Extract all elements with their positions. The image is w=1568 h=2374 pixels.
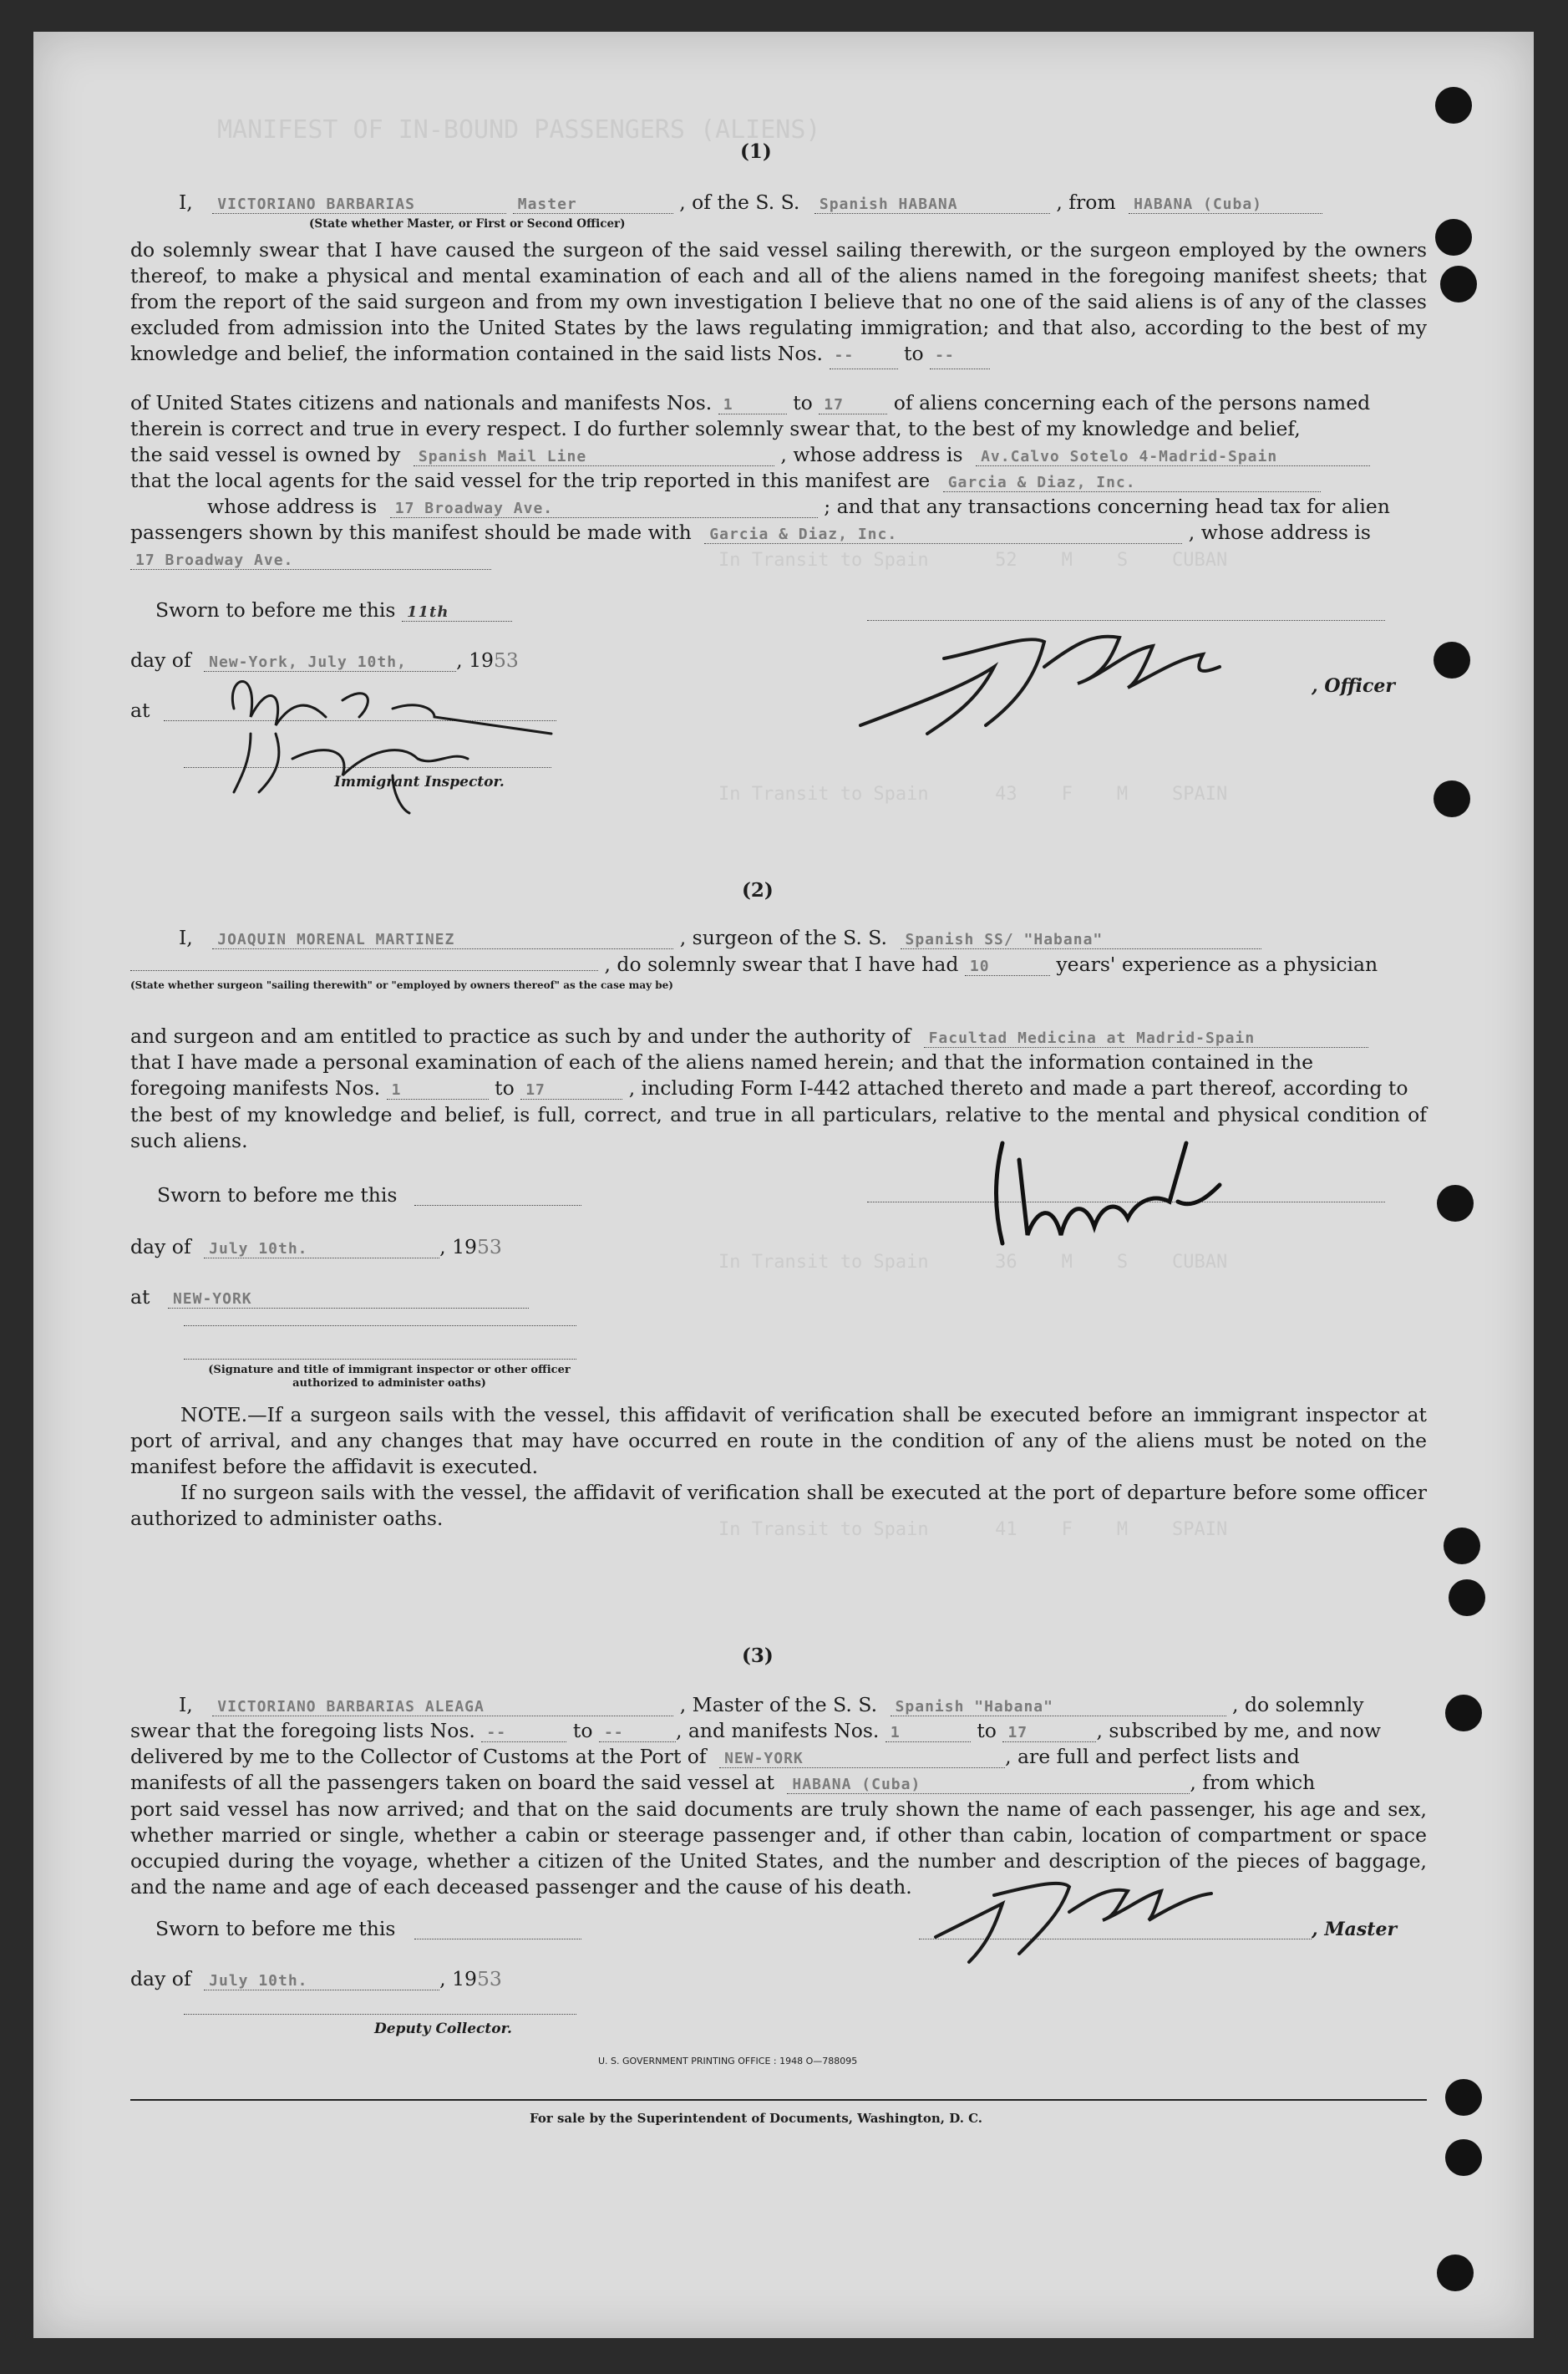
and-manifests-text: , and manifests Nos. bbox=[675, 1719, 880, 1742]
master-line bbox=[179, 191, 1322, 214]
punch-hole bbox=[1437, 1185, 1474, 1222]
years-text: years' experience as a physician bbox=[1056, 953, 1378, 976]
manifest-from: 1 bbox=[387, 1081, 489, 1100]
delivered-line bbox=[130, 1745, 1300, 1768]
owner-address: Av.Calvo Sotelo 4-Madrid-Spain bbox=[976, 448, 1370, 466]
passengers-text: passengers shown by this manifest should be made with bbox=[130, 521, 692, 544]
sworn-fill-line bbox=[414, 1205, 581, 1206]
officer-caption: , Officer bbox=[1312, 675, 1396, 697]
punch-hole bbox=[1434, 780, 1470, 817]
master-caption: , Master bbox=[1312, 1919, 1398, 1940]
owner-name: Spanish Mail Line bbox=[414, 448, 774, 466]
vessel-name: Spanish HABANA bbox=[814, 196, 1050, 214]
solemnly-text: , do solemnly bbox=[1232, 1693, 1364, 1716]
punch-hole bbox=[1444, 1528, 1480, 1564]
year-suffix: 53 bbox=[493, 648, 519, 672]
sworn-day: 11th bbox=[402, 603, 512, 622]
rank-caption: (State whether Master, or First or Second Officer) bbox=[309, 217, 626, 231]
agent-address-2: 17 Broadway Ave. bbox=[130, 552, 491, 570]
to-label: to bbox=[495, 1076, 515, 1100]
swear-lists-text: swear that the foregoing lists Nos. bbox=[130, 1719, 475, 1742]
punch-hole bbox=[1434, 642, 1470, 679]
sworn-text: Sworn to before me this bbox=[155, 1917, 396, 1940]
from-which-text: , from which bbox=[1190, 1771, 1316, 1794]
of-aliens-text: of aliens concerning each of the persons named bbox=[893, 391, 1371, 414]
lists-to: -- bbox=[599, 1724, 676, 1742]
punch-hole bbox=[1445, 1695, 1482, 1731]
day-of-text: day of bbox=[130, 1235, 191, 1258]
agent-address-line bbox=[130, 495, 1390, 518]
agent-address2-line bbox=[130, 546, 491, 570]
at-line bbox=[130, 699, 150, 722]
master-paragraph-text: port said vessel has now arrived; and that on the said documents are truly shown the name of each passenger, his age and sex, whether married or single, whether a cabin or steerage passenger and, if other than cabin, location of compartment or space occupied during the voyage, whether a citizen of the United States, and the number and description of the pieces of baggage, and the name and age of each deceased passenger and the cause of his death. bbox=[130, 1797, 1427, 1899]
manifest-to: 17 bbox=[1002, 1724, 1096, 1742]
surgeon-vessel: Spanish SS/ "Habana" bbox=[901, 931, 1261, 949]
agents-text: that the local agents for the said vessel for the trip reported in this manifest are bbox=[130, 469, 931, 492]
master-signature bbox=[919, 1845, 1270, 1982]
examination-text: that I have made a personal examination of each of the aliens named herein; and that the information contained in the bbox=[130, 1050, 1313, 1074]
surgeon-signature bbox=[969, 1110, 1236, 1280]
oath-date: New-York, July 10th, bbox=[204, 653, 456, 672]
note2-paragraph bbox=[130, 1480, 1427, 1532]
day-of-text: day of bbox=[130, 1967, 191, 1990]
master-name: VICTORIANO BARBARIAS bbox=[212, 196, 506, 214]
agent-address: 17 Broadway Ave. bbox=[390, 500, 818, 518]
sworn-text: Sworn to before me this bbox=[157, 1183, 398, 1207]
inspector-signature bbox=[200, 650, 551, 821]
to-label: to bbox=[793, 391, 813, 414]
bleed-through-texture: In Transit to Spain 41 F M SPAIN bbox=[718, 1519, 1228, 1540]
oath-text: do solemnly swear that I have caused the surgeon of the said vessel sailing therewith, or the surgeon employed by the owners thereof, to make a physical and mental examination of each and all of the aliens named in the foregoing manifest sheets; that from the report of the said surgeon and from my own investigation I believe that no one of the said aliens is of any of the classes excluded from admission into the United States by the laws regulating immigration; and that also, according to the best of my knowledge and belief, the information contained in the said lists Nos. bbox=[130, 238, 1427, 365]
note-paragraph bbox=[130, 1402, 1427, 1480]
owner-line bbox=[130, 443, 1370, 466]
master-name: VICTORIANO BARBARIAS ALEAGA bbox=[212, 1698, 673, 1716]
manifest-to: 17 bbox=[520, 1081, 622, 1100]
inspector-line bbox=[184, 1325, 576, 1326]
foregoing-text: foregoing manifests Nos. bbox=[130, 1076, 381, 1100]
oath-place: NEW-YORK bbox=[168, 1290, 529, 1309]
sworn-line bbox=[155, 1917, 396, 1940]
inspector-line bbox=[184, 1359, 576, 1360]
whose-address-label: , whose address is bbox=[780, 443, 963, 466]
authority-text: and surgeon and am entitled to practice as such by and under the authority of bbox=[130, 1024, 911, 1048]
master-of-text: , Master of the S. S. bbox=[679, 1693, 878, 1716]
lists-line bbox=[130, 1719, 1381, 1742]
sworn-text: Sworn to before me this bbox=[155, 598, 396, 622]
faculty: Facultad Medicina at Madrid-Spain bbox=[924, 1029, 1368, 1048]
bleed-through-texture: In Transit to Spain 36 M S CUBAN bbox=[718, 1252, 1228, 1273]
port-from: HABANA (Cuba) bbox=[1129, 196, 1322, 214]
agents-name: Garcia & Diaz, Inc. bbox=[943, 474, 1321, 492]
surgeon-status-fill bbox=[130, 969, 598, 971]
citizens-text: of United States citizens and nationals and manifests Nos. bbox=[130, 391, 713, 414]
at-text: at bbox=[130, 1285, 150, 1309]
experience-line bbox=[130, 953, 1378, 976]
for-sale-notice: For sale by the Superintendent of Documents, Washington, D. C. bbox=[530, 2111, 983, 2126]
of-ss-label: , of the S. S. bbox=[679, 191, 800, 214]
day-of-line bbox=[130, 1967, 502, 1990]
to-label: to bbox=[977, 1719, 997, 1742]
gpo-imprint: U. S. GOVERNMENT PRINTING OFFICE : 1948 O—788095 bbox=[598, 2056, 858, 2066]
bleed-through-texture: MANIFEST OF IN-BOUND PASSENGERS (ALIENS) bbox=[217, 115, 821, 145]
punch-hole bbox=[1449, 1579, 1485, 1616]
lists-to: -- bbox=[930, 343, 990, 369]
foregoing-line bbox=[130, 1076, 1408, 1100]
manifest-from: 1 bbox=[885, 1724, 971, 1742]
note-label: NOTE. bbox=[180, 1403, 248, 1426]
footer-rule bbox=[130, 2099, 1427, 2101]
i-label: I, bbox=[179, 1693, 193, 1716]
years-experience: 10 bbox=[965, 958, 1050, 976]
head-tax-text: ; and that any transactions concerning head tax for alien bbox=[824, 495, 1390, 518]
therein-text: therein is correct and true in every respect. I do further solemnly swear that, to the best of my knowledge and belief, bbox=[130, 417, 1301, 440]
port-of-arrival: NEW-YORK bbox=[719, 1750, 1005, 1768]
head-tax-agent: Garcia & Diaz, Inc. bbox=[704, 526, 1182, 544]
deputy-caption: Deputy Collector. bbox=[374, 2021, 512, 2037]
to-label: to bbox=[572, 1719, 593, 1742]
citizens-line bbox=[130, 391, 1370, 414]
therein-line bbox=[130, 417, 1301, 440]
bleed-through-texture: In Transit to Spain 43 F M SPAIN bbox=[718, 784, 1228, 805]
delivered-text: delivered by me to the Collector of Customs at the Port of bbox=[130, 1745, 707, 1768]
manifest-from: 1 bbox=[718, 396, 787, 414]
i-label: I, bbox=[179, 191, 193, 214]
i-label: I, bbox=[179, 926, 193, 949]
authority-line bbox=[130, 1024, 1368, 1048]
whose-address-label: , whose address is bbox=[1188, 521, 1371, 544]
oath-date: July 10th. bbox=[204, 1972, 439, 1990]
oath-date: July 10th. bbox=[204, 1240, 439, 1258]
signature-caption bbox=[197, 1364, 581, 1390]
passengers-line bbox=[130, 521, 1371, 544]
manifest-verification-page bbox=[33, 32, 1534, 2338]
manifests-line bbox=[130, 1771, 1315, 1794]
surgeon-rest-text: the best of my knowledge and belief, is full, correct, and true in all particulars, relative to the mental and physical condition of such aliens. bbox=[130, 1103, 1427, 1152]
surgeon-name: JOAQUIN MORENAL MARTINEZ bbox=[212, 931, 673, 949]
punch-hole bbox=[1437, 2255, 1474, 2291]
from-label: , from bbox=[1056, 191, 1116, 214]
day-of-line bbox=[130, 1235, 502, 1258]
swear-text: , do solemnly swear that I have had bbox=[604, 953, 959, 976]
signature-caption-text: (Signature and title of immigrant inspector or other officer authorized to administer oaths) bbox=[208, 1364, 571, 1390]
punch-hole bbox=[1435, 219, 1472, 256]
agents-line bbox=[130, 469, 1321, 492]
section-number: (2) bbox=[742, 879, 774, 902]
examination-line bbox=[130, 1050, 1313, 1074]
year-prefix: , 19 bbox=[456, 648, 494, 672]
surgeon-status-caption: (State whether surgeon "sailing therewith" or "employed by owners thereof" as the case may be) bbox=[130, 979, 673, 991]
year-prefix: , 19 bbox=[439, 1967, 477, 1990]
master-rank: Master bbox=[513, 196, 673, 214]
surgeon-line bbox=[179, 926, 1261, 949]
sworn-line bbox=[155, 598, 512, 622]
to-label: to bbox=[904, 342, 924, 365]
lists-from: -- bbox=[830, 343, 898, 369]
year-suffix: 53 bbox=[476, 1967, 502, 1990]
full-lists-text: , are full and perfect lists and bbox=[1005, 1745, 1300, 1768]
year-prefix: , 19 bbox=[439, 1235, 477, 1258]
surgeon-of-text: , surgeon of the S. S. bbox=[679, 926, 888, 949]
officer-signature bbox=[827, 608, 1261, 754]
lists-from: -- bbox=[481, 1724, 566, 1742]
note-text: —If a surgeon sails with the vessel, this affidavit of verification shall be executed before an immigrant inspector at port of arrival, and any changes that may have occurred en route in the condition of any of the aliens must be noted on the manifest before the affidavit is executed. bbox=[130, 1403, 1427, 1478]
deputy-signature-line bbox=[184, 2014, 576, 2015]
manifests-of-text: manifests of all the passengers taken on board the said vessel at bbox=[130, 1771, 774, 1794]
section-number: (1) bbox=[740, 140, 772, 163]
punch-hole bbox=[1445, 2079, 1482, 2116]
punch-hole bbox=[1445, 2139, 1482, 2176]
bleed-through-texture: In Transit to Spain 52 M S CUBAN bbox=[718, 550, 1228, 571]
whose-address-label: whose address is bbox=[207, 495, 378, 518]
boarded-at: HABANA (Cuba) bbox=[787, 1776, 1190, 1794]
subscribed-text: , subscribed by me, and now bbox=[1096, 1719, 1382, 1742]
section-number: (3) bbox=[742, 1645, 774, 1667]
note2-text: If no surgeon sails with the vessel, the affidavit of verification shall be executed at the port of departure before some officer authorized to administer oaths. bbox=[130, 1481, 1427, 1530]
at-text: at bbox=[130, 699, 150, 722]
master-line bbox=[179, 1693, 1364, 1716]
day-of-text: day of bbox=[130, 648, 191, 672]
sworn-line bbox=[157, 1183, 398, 1207]
oath-paragraph bbox=[130, 237, 1427, 369]
owned-by-text: the said vessel is owned by bbox=[130, 443, 401, 466]
including-text: , including Form I-442 attached thereto and made a part thereof, according to bbox=[628, 1076, 1408, 1100]
at-line bbox=[130, 1285, 529, 1309]
vessel-name: Spanish "Habana" bbox=[891, 1698, 1226, 1716]
inspector-caption: Immigrant Inspector. bbox=[334, 774, 505, 790]
punch-hole bbox=[1435, 87, 1472, 124]
year-suffix: 53 bbox=[476, 1235, 502, 1258]
manifest-to: 17 bbox=[819, 396, 887, 414]
punch-hole bbox=[1440, 266, 1477, 302]
